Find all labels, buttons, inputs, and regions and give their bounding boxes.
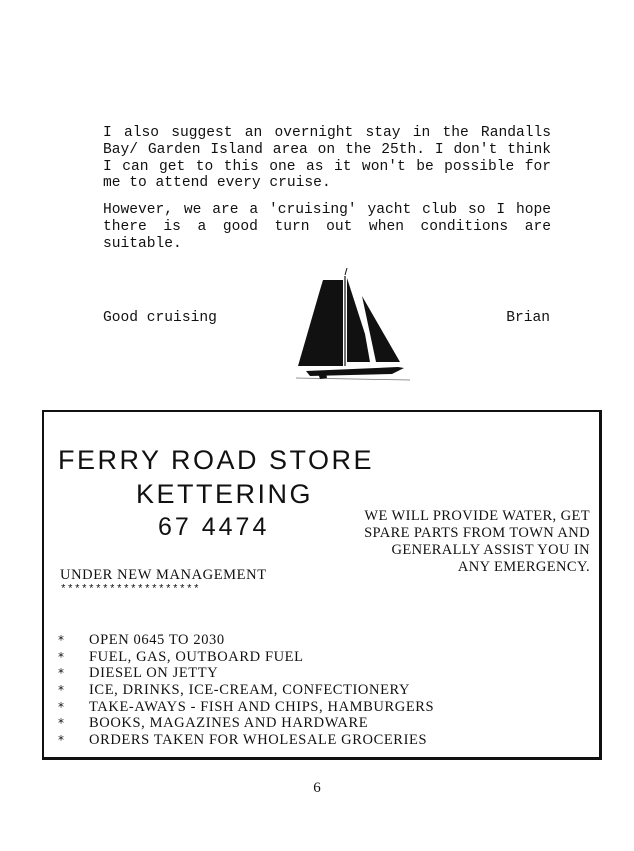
signature: Brian: [506, 310, 550, 326]
service-text: OPEN 0645 TO 2030: [89, 632, 225, 648]
service-item: [58, 699, 434, 716]
offer-line: GENERALLY ASSIST YOU IN: [391, 542, 590, 558]
management-notice: UNDER NEW MANAGEMENT: [60, 567, 267, 583]
service-item: [58, 682, 434, 699]
store-advertisement: [42, 410, 602, 760]
letter-paragraph: However, we are a 'cruising' yacht club so I hope there is a good turn out when conditions are suitable.: [103, 202, 551, 252]
sailing-yacht-icon: [296, 268, 410, 384]
asterisk-bullet-icon: *: [58, 683, 65, 698]
page-number: 6: [313, 780, 321, 796]
service-item: [58, 732, 434, 749]
asterisk-bullet-icon: *: [58, 699, 65, 714]
asterisk-bullet-icon: *: [58, 733, 65, 748]
service-text: BOOKS, MAGAZINES AND HARDWARE: [89, 715, 369, 732]
service-text: FUEL, GAS, OUTBOARD FUEL: [89, 648, 304, 665]
letter-body: [103, 125, 551, 253]
service-text: TAKE-AWAYS - FISH AND CHIPS, HAMBURGERS: [89, 698, 435, 715]
service-text: ICE, DRINKS, ICE-CREAM, CONFECTIONERY: [89, 682, 411, 699]
offer-line: SPARE PARTS FROM TOWN AND: [364, 525, 590, 541]
store-name: FERRY ROAD STORE: [58, 445, 375, 475]
service-item: [58, 649, 434, 666]
asterisk-bullet-icon: *: [58, 666, 65, 681]
service-item: [58, 715, 434, 732]
store-phone: 67 4474: [158, 513, 270, 541]
asterisk-bullet-icon: *: [58, 649, 65, 664]
sign-off: Good cruising: [103, 310, 217, 326]
offer-line: ANY EMERGENCY.: [457, 559, 590, 575]
service-text: DIESEL ON JETTY: [89, 665, 219, 682]
store-offer: [320, 508, 590, 576]
service-text: ORDERS TAKEN FOR WHOLESALE GROCERIES: [89, 732, 428, 749]
asterisk-bullet-icon: *: [58, 633, 65, 647]
store-town: KETTERING: [136, 479, 314, 509]
service-item: [58, 632, 434, 649]
star-divider: ********************: [60, 584, 201, 596]
asterisk-bullet-icon: *: [58, 716, 65, 731]
offer-line: WE WILL PROVIDE WATER, GET: [364, 508, 590, 524]
letter-paragraph: I also suggest an overnight stay in the Randalls Bay/ Garden Island area on the 25th. I don't think I can get to this one as it won't be possible for me to attend every cruise.: [103, 125, 551, 192]
services-list: [58, 632, 434, 749]
service-item: [58, 665, 434, 682]
